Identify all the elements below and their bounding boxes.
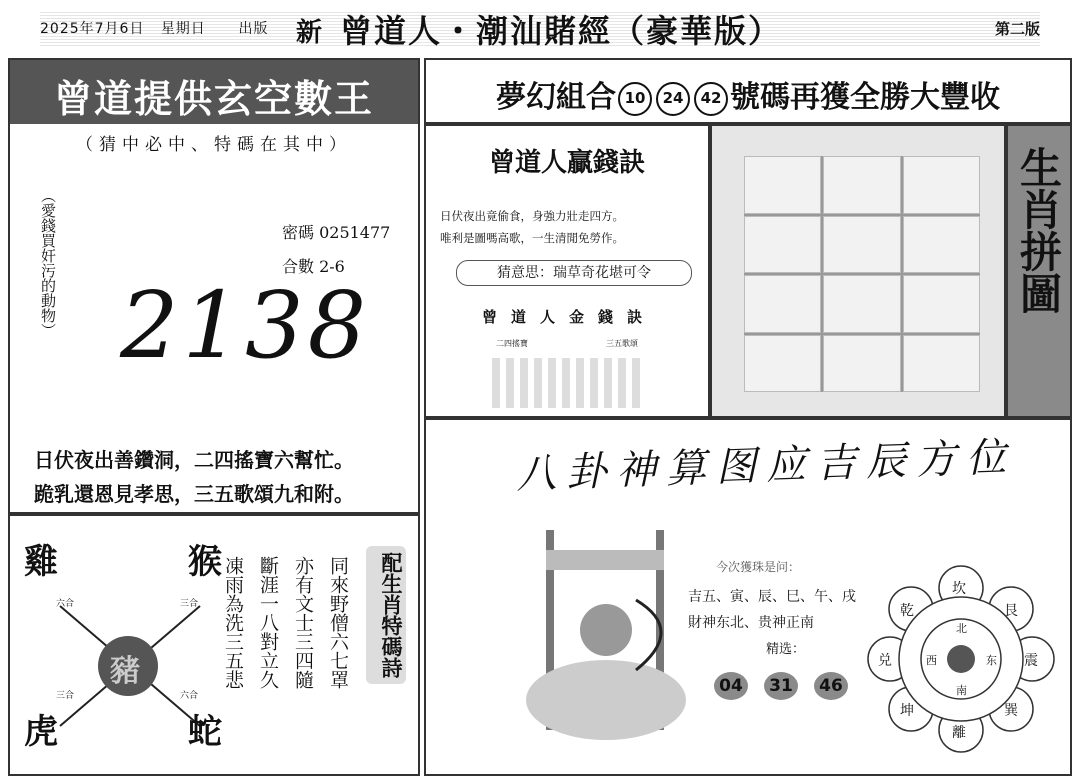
left-top-panel	[8, 58, 420, 514]
bagua-xun: 巽	[1004, 703, 1018, 719]
bagua-panel	[424, 418, 1072, 776]
poem-title: 配生肖特碼詩	[366, 546, 406, 684]
puzzle-tile	[744, 275, 821, 333]
poem-col: 斷涯一八對立久	[257, 556, 279, 689]
bars-decoration	[492, 358, 642, 408]
poem-columns	[222, 556, 352, 766]
puzzle-tile	[744, 216, 821, 274]
puzzle-panel	[424, 124, 710, 418]
poem-line-1: 日伏夜出善鑽洞，二四搖寶六幫忙。	[34, 448, 354, 472]
page-header	[0, 0, 1080, 56]
number-circle: 10	[618, 82, 652, 116]
zodiac-puzzle	[710, 124, 1006, 418]
poem-col: 同來野僧六七罩	[327, 556, 349, 689]
zodiac-title: 生肖拼圖	[1014, 146, 1063, 314]
corner-snake: 蛇	[188, 712, 222, 752]
pick-ball: 31	[764, 672, 798, 700]
puzzle-tile	[823, 216, 900, 274]
right-banner-text: 夢幻組合 10 24 42 號碼再獲全勝大豐收	[496, 80, 1000, 115]
small-label-br: 六合	[180, 691, 199, 701]
poem-col: 凍雨為洗三五悲	[222, 556, 244, 689]
edition-label: 第二版	[994, 20, 1040, 38]
bagua-kun: 坤	[900, 703, 914, 719]
puzzle-line-2: 唯利是圖嗎高歌，一生清閒免勞作。	[440, 231, 624, 245]
guess-box: 猜意思：瑞草奇花堪可令	[456, 260, 692, 286]
left-banner-text: 曾道提供玄空數王	[53, 77, 374, 121]
puzzle-tile	[744, 335, 821, 393]
puzzle-title: 曾道人贏錢訣	[488, 148, 645, 178]
left-subtitle: （猜中必中、特碼在其中）	[76, 135, 352, 155]
new-mark: 新	[296, 18, 323, 48]
hint-vertical: （愛錢買奸污的動物）	[39, 188, 57, 338]
lucky-line: 吉五、寅、辰、巳、午、戌	[688, 589, 856, 605]
poem-line-2: 跪乳還恩見孝思，三五歌頌九和附。	[34, 482, 354, 506]
bagua-dui: 兑	[878, 653, 892, 669]
puzzle-tile	[823, 156, 900, 214]
small-right: 三五歌頌	[606, 339, 638, 348]
small-label-bl: 三合	[56, 691, 75, 701]
center-pig: 豬	[110, 654, 140, 689]
compass-east: 东	[986, 654, 997, 667]
compass-north: 北	[956, 622, 967, 635]
right-banner	[424, 58, 1072, 124]
compass-west: 西	[926, 654, 937, 667]
pick-label: 精选：	[766, 642, 806, 657]
page-title: 曾道人・潮汕賭經（豪華版）	[340, 12, 783, 50]
corner-rooster: 雞	[24, 542, 58, 582]
bagua-li: 離	[952, 725, 966, 741]
puzzle-tile	[903, 275, 980, 333]
corner-tiger: 虎	[24, 712, 58, 752]
puzzle-grid	[744, 156, 980, 392]
picks-row	[706, 672, 856, 700]
small-label-tr: 三合	[180, 599, 199, 609]
left-bottom-panel	[8, 514, 420, 776]
bagua-zhen: 震	[1024, 653, 1038, 669]
code-label: 密碼 0251477	[282, 223, 391, 242]
puzzle-tile	[903, 216, 980, 274]
small-label-tl: 六合	[56, 599, 75, 609]
small-left: 二四搖寶	[496, 339, 528, 348]
puzzle-tile	[744, 156, 821, 214]
number-circle: 24	[656, 82, 690, 116]
wealth-line: 財神东北、贵神正南	[688, 615, 814, 631]
dots-row: 曾道人金錢訣	[482, 308, 657, 326]
sum-label: 合數 2-6	[282, 257, 345, 276]
archer-illustration	[506, 530, 706, 770]
win-label: 今次獲珠是问：	[716, 560, 801, 574]
publish-date: 2025年7月6日 星期日 出版	[40, 21, 269, 37]
corner-monkey: 猴	[188, 542, 222, 582]
puzzle-tile	[903, 335, 980, 393]
poem-col: 亦有文士三四隨	[292, 556, 314, 689]
bagua-gen: 艮	[1004, 603, 1018, 619]
bagua-qian: 乾	[900, 603, 914, 619]
puzzle-line-1: 日伏夜出竟偷食，身強力壯走四方。	[440, 209, 624, 223]
puzzle-tile	[823, 335, 900, 393]
pick-ball: 46	[814, 672, 848, 700]
number-circle: 42	[694, 82, 728, 116]
puzzle-tile	[903, 156, 980, 214]
pick-ball: 04	[714, 672, 748, 700]
puzzle-tile	[823, 275, 900, 333]
bagua-kan: 坎	[952, 581, 966, 597]
curve-title: 八卦神算图应吉辰方位	[515, 434, 1017, 498]
compass-south: 南	[956, 684, 967, 697]
handwritten-number: 2138	[120, 272, 371, 379]
